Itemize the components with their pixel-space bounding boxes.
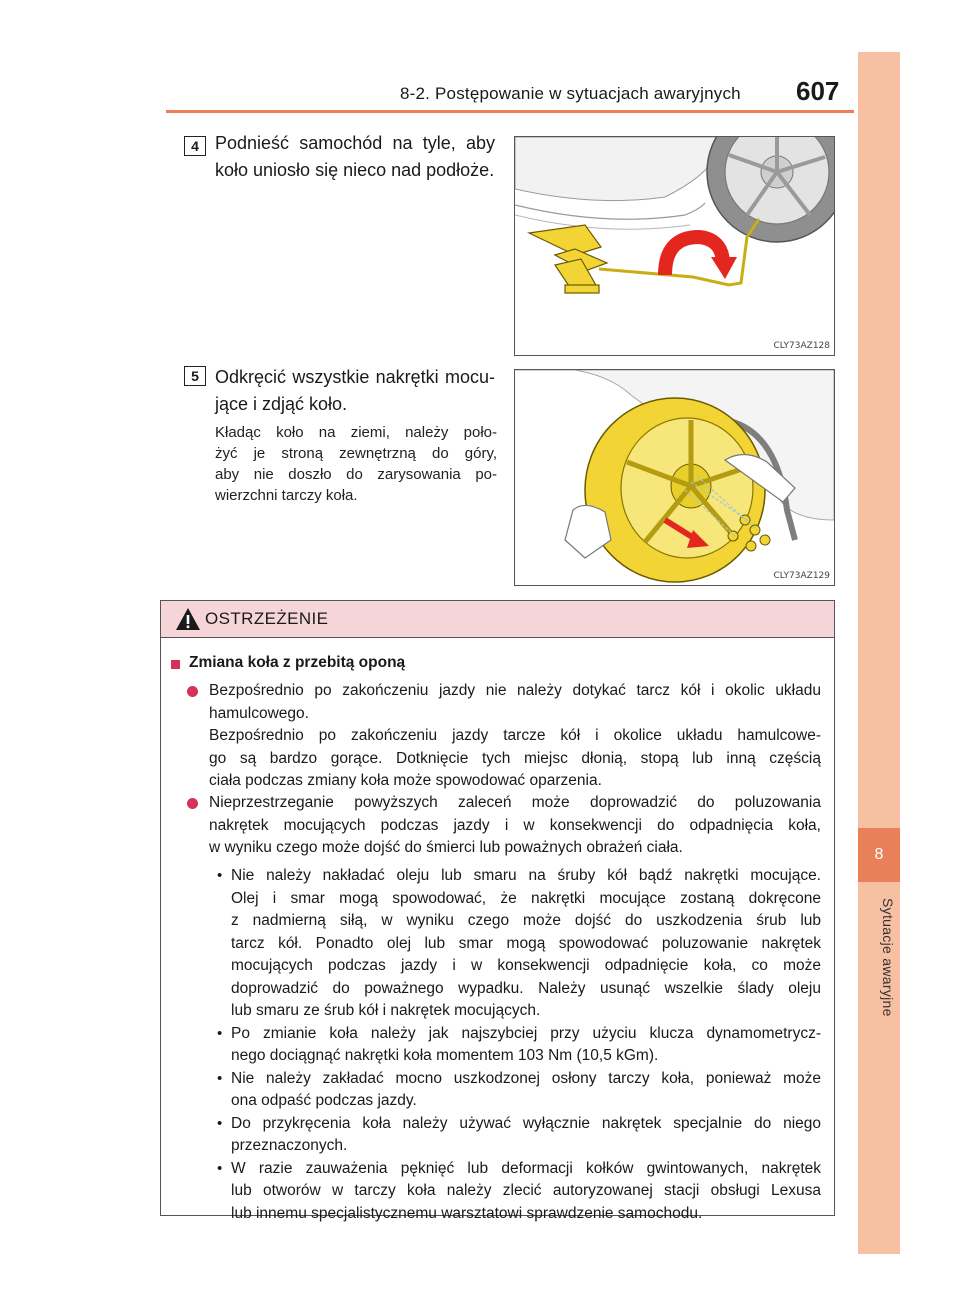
note-line: żyć je stroną zewnętrzną do góry, [215, 445, 497, 462]
figure-code: CLY73AZ129 [773, 571, 830, 581]
section-title: 8-2. Postępowanie w sytuacjach awaryjnych [400, 84, 741, 103]
sub-line: lub smaru ze śrub kół i nakrętek mocujących. [231, 1002, 541, 1019]
sub-item [217, 1113, 821, 1158]
chapter-tab-band [858, 52, 900, 1254]
chapter-number-tab[interactable]: 8 [858, 828, 900, 882]
sub-item-bullet: • [217, 1159, 223, 1177]
header-rule [166, 110, 854, 113]
warning-title: OSTRZEŻENIE [205, 609, 329, 628]
point-line: hamulcowego. [209, 704, 309, 722]
step-5-note [215, 422, 497, 506]
sub-line: W razie zauważenia pęknięć lub deformacji kołków gwintowanych, nakrętek [231, 1159, 821, 1177]
warning-point-1 [209, 680, 821, 793]
sub-item-bullet: • [217, 1024, 223, 1042]
sub-item [217, 1023, 821, 1068]
warning-box [160, 600, 835, 1222]
section-square-bullet [171, 660, 180, 669]
figure-code: CLY73AZ128 [773, 341, 830, 351]
wheel-removal-illustration [515, 370, 834, 585]
sub-item [217, 865, 821, 1023]
point-line: Bezpośrednio po zakończeniu jazdy nie należy dotykać tarcz kół i okolic układu [209, 682, 821, 699]
step-number-5: 5 [184, 366, 206, 386]
step-4-line: Podnieść samochód na tyle, aby [215, 133, 495, 153]
step-5-line: jące i zdjąć koło. [215, 394, 348, 414]
note-line: Kładąc koło na ziemi, należy poło- [215, 424, 497, 441]
warning-sub-items [217, 865, 821, 1225]
sub-line: tarcz kół. Ponadto olej lub smar mogą spowodować poluzowanie nakrętek [231, 934, 821, 952]
sub-line: ona odpaść podczas jazdy. [231, 1092, 417, 1109]
point-line: nakrętek mocujących podczas jazdy i w konsekwencji do odpadnięcia koła, [209, 816, 821, 834]
step-number-4: 4 [184, 136, 206, 156]
figure-jack-raising-car [514, 136, 835, 356]
page-number: 607 [796, 76, 840, 106]
note-line: wierzchni tarczy koła. [215, 487, 358, 504]
sub-line: Po zmianie koła należy jak najszybciej przy użyciu klucza dynamometrycz- [231, 1024, 821, 1042]
sub-item [217, 1158, 821, 1226]
step-5-text [215, 364, 495, 418]
sub-item-bullet: • [217, 1069, 223, 1087]
warning-point-2 [209, 792, 821, 860]
step-4-text [215, 130, 495, 184]
sub-line: nego dociągnąć nakrętki koła momentem 103 Nm (10,5 kGm). [231, 1047, 659, 1064]
note-line: aby nie doszło do zarysowania po- [215, 466, 497, 483]
warning-triangle-icon [175, 607, 201, 631]
sub-line: doprowadzić do poważnego wypadku. Należy usunąć wszelkie ślady oleju [231, 979, 821, 997]
sub-line: Olej i smar mogą spowodować, że nakrętki mocujące zostaną dokręcone [231, 889, 821, 907]
sub-item-bullet: • [217, 1114, 223, 1132]
sub-item-bullet: • [217, 867, 223, 884]
sub-line: z nadmierną siłą, w wyniku czego może dojść do uszkodzenia śrub lub [231, 912, 821, 929]
point-line: Bezpośrednio po zakończeniu jazdy tarcze kół i okolice układu hamulcowe- [209, 727, 821, 744]
step-5-line: Odkręcić wszystkie nakrętki mocu- [215, 367, 495, 387]
sub-line: przeznaczonych. [231, 1137, 348, 1154]
point-line: Nieprzestrzeganie powyższych zaleceń może doprowadzić do poluzowania [209, 794, 821, 811]
figure-removing-wheel [514, 369, 835, 586]
point-bullet [187, 798, 198, 809]
jack-illustration [515, 137, 834, 355]
chapter-label: Sytuacje awaryjne [880, 898, 896, 1017]
point-line: ciała podczas zmiany koła może spowodować oparzenia. [209, 772, 602, 789]
point-line: w wyniku czego może dojść do śmierci lub poważnych obrażeń ciała. [209, 839, 683, 856]
sub-line: Nie należy zakładać mocno uszkodzonej osłony tarczy koła, ponieważ może [231, 1069, 821, 1087]
warning-section-heading: Zmiana koła z przebitą oponą [189, 654, 406, 671]
warning-header [161, 601, 834, 638]
sub-line: lub otworów w tarczy koła należy zlecić autoryzowanej stacji obsługi Lexusa [231, 1182, 821, 1199]
point-line: go są bardzo gorące. Dotknięcie tych miejsc dłonią, stopą lub inną częścią [209, 749, 821, 767]
sub-line: lub innemu specjalistycznemu warsztatowi sprawdzenie samochodu. [231, 1204, 703, 1222]
point-bullet [187, 686, 198, 697]
sub-line: mocujących podczas jazdy i w konsekwencji odpadnięcie koła, co może [231, 957, 821, 974]
sub-line: Nie należy nakładać oleju lub smaru na śruby kół bądź nakrętki mocujące. [231, 867, 821, 884]
sub-line: Do przykręcenia koła należy używać wyłącznie nakrętek specjalnie do niego [231, 1114, 821, 1132]
sub-item [217, 1068, 821, 1113]
step-4-line: koło uniosło się nieco nad podłoże. [215, 160, 495, 180]
